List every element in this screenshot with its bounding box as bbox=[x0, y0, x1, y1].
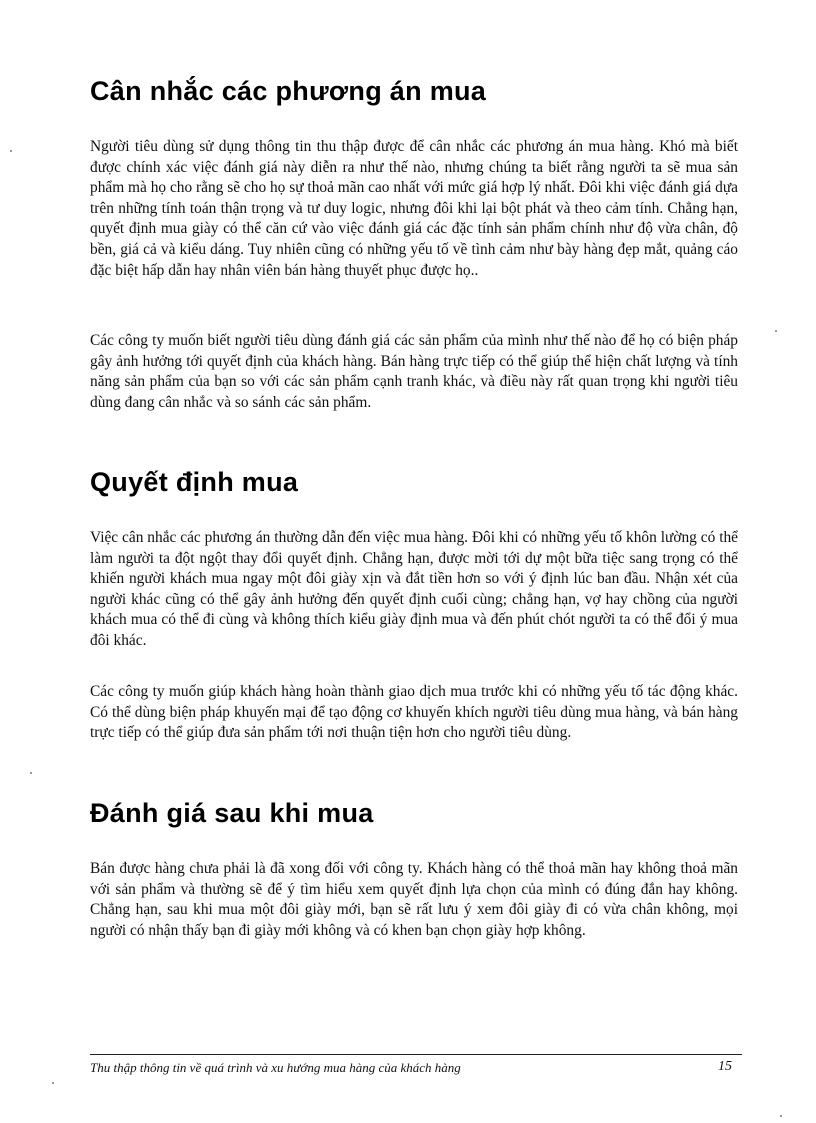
footer-title: Thu thập thông tin về quá trình và xu hướng mua hàng của khách hàng bbox=[90, 1060, 461, 1075]
footer-divider bbox=[90, 1054, 742, 1055]
scan-speck bbox=[10, 150, 12, 152]
paragraph: Việc cân nhắc các phương án thường dẫn đến việc mua hàng. Đôi khi có những yếu tố khôn lường có thể làm người ta đột ngột thay đổi quyết định. Chẳng hạn, được mời tới dự một bữa tiệc sang trọng có thể khiến người khách mua ngay một đôi giày xịn và đắt tiền hơn so với ý định lúc ban đầu. Nhận xét của người khác cũng có thể gây ảnh hưởng đến quyết định cuối cùng; chẳng hạn, vợ hay chồng của người khách mua có thể đi cùng và không thích kiểu giày định mua và đến phút chót người ta có thể đổi ý mua đôi khác. bbox=[90, 529, 738, 649]
paragraph: Các công ty muốn giúp khách hàng hoàn thành giao dịch mua trước khi có những yếu tố tác động khác. Có thể dùng biện pháp khuyến mại để tạo động cơ khuyến khích người tiêu dùng mua hàng, và bán hàng trực tiếp có thể giúp đưa sản phẩm tới nơi thuận tiện hơn cho người tiêu dùng. bbox=[90, 683, 738, 742]
paragraph: Các công ty muốn biết người tiêu dùng đánh giá các sản phẩm của mình như thế nào để họ có biện pháp gây ảnh hưởng tới quyết định của khách hàng. Bán hàng trực tiếp có thể giúp thể hiện chất lượng và tính năng sản phẩm của bạn so với các sản phẩm cạnh tranh khác, và điều này rất quan trọng khi người tiêu dùng đang cân nhắc và so sánh các sản phẩm. bbox=[90, 332, 738, 411]
scan-speck bbox=[775, 330, 777, 332]
scan-speck bbox=[780, 1115, 782, 1117]
section-heading: Quyết định mua bbox=[90, 467, 299, 497]
page-number: 15 bbox=[718, 1059, 732, 1074]
section-heading: Cân nhắc các phương án mua bbox=[90, 76, 487, 106]
scan-speck bbox=[30, 772, 32, 774]
section-heading: Đánh giá sau khi mua bbox=[90, 798, 374, 828]
paragraph: Người tiêu dùng sử dụng thông tin thu thập được để cân nhắc các phương án mua hàng. Khó mà biết được chính xác việc đánh giá này diễn ra như thế nào, nhưng chúng ta biết rằng người ta sẽ mua sản phẩm mà họ cho rằng sẽ cho họ sự thoả mãn cao nhất với mức giá hợp lý nhất. Đôi khi việc đánh giá dựa trên những tính toán thận trọng và tư duy logic, nhưng đôi khi lại bột phát và theo cảm tính. Chẳng hạn, quyết định mua giày có thể căn cứ vào việc đánh giá các đặc tính sản phẩm chính như độ vừa chân, độ bền, giá cả và kiểu dáng. Tuy nhiên cũng có những yếu tố về tình cảm như bày hàng đẹp mắt, quảng cáo đặc biệt hấp dẫn hay nhân viên bán hàng thuyết phục được họ.. bbox=[90, 138, 738, 279]
paragraph: Bán được hàng chưa phải là đã xong đối với công ty. Khách hàng có thể thoả mãn hay không thoả mãn với sản phẩm và thường sẽ để ý tìm hiểu xem quyết định lựa chọn của mình có đúng đắn hay không. Chẳng hạn, sau khi mua một đôi giày mới, bạn sẽ rất lưu ý xem đôi giày đi có vừa chân không, mọi người có nhận thấy bạn đi giày mới không và có khen bạn chọn giày hợp không. bbox=[90, 860, 738, 939]
scan-speck bbox=[52, 1082, 54, 1084]
